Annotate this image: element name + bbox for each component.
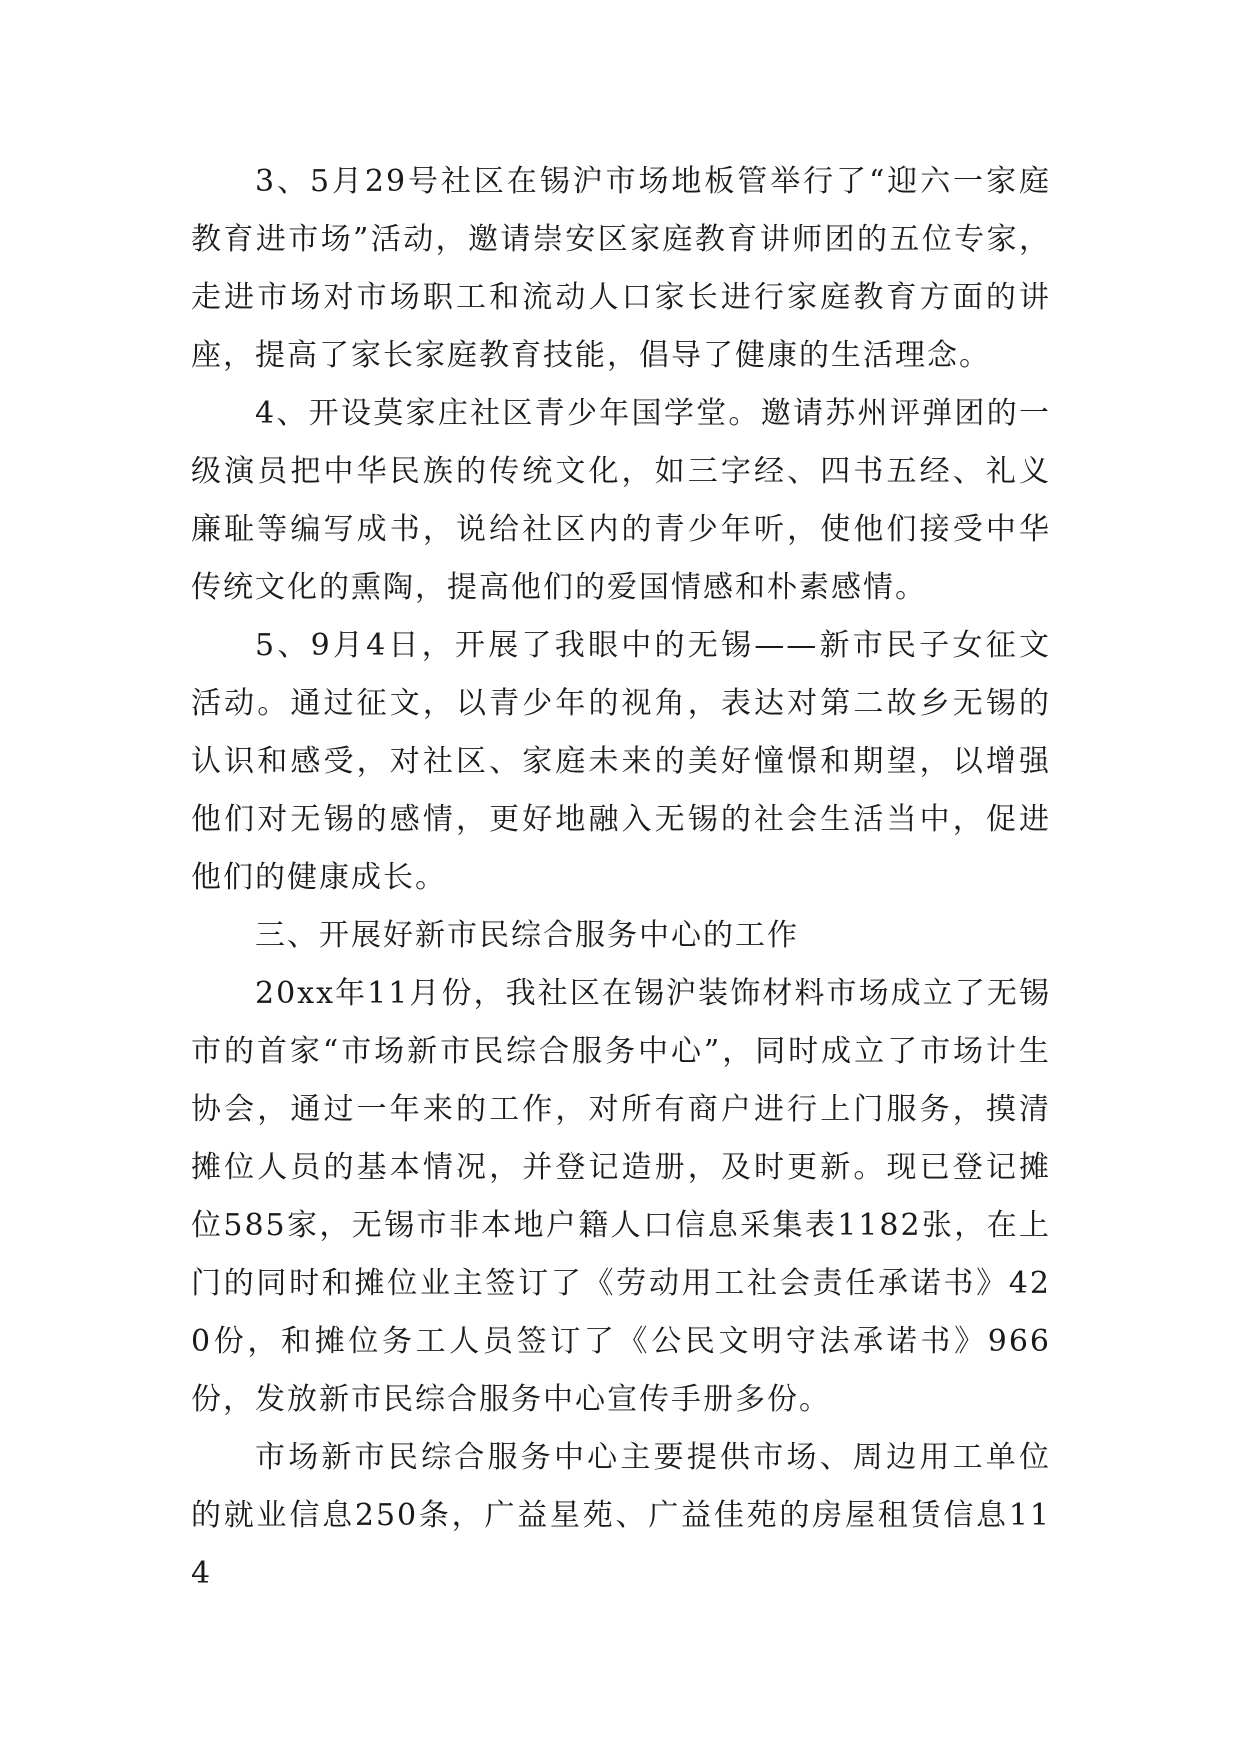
paragraph-item-3: 3、5月29号社区在锡沪市场地板管举行了“迎六一家庭教育进市场”活动，邀请崇安区家庭教育讲师团的五位专家，走进市场对市场职工和流动人口家长进行家庭教育方面的讲座，提高了家长家庭教育技能，倡导了健康的生活理念。 xyxy=(191,164,1051,373)
paragraph-item-4: 4、开设莫家庄社区青少年国学堂。邀请苏州评弹团的一级演员把中华民族的传统文化，如三字经、四书五经、礼义廉耻等编写成书，说给社区内的青少年听，使他们接受中华传统文化的熏陶，提高他们的爱国情感和朴素感情。 xyxy=(191,396,1051,605)
document-body xyxy=(191,153,1051,1603)
paragraph-item-5: 5、9月4日，开展了我眼中的无锡——新市民子女征文活动。通过征文，以青少年的视角，表达对第二故乡无锡的认识和感受，对社区、家庭未来的美好憧憬和期望，以增强他们对无锡的感情，更好地融入无锡的社会生活当中，促进他们的健康成长。 xyxy=(191,628,1051,895)
section-heading-3: 三、开展好新市民综合服务中心的工作 xyxy=(255,918,799,953)
paragraph-service-center: 20xx年11月份，我社区在锡沪装饰材料市场成立了无锡市的首家“市场新市民综合服务中心”，同时成立了市场计生协会，通过一年来的工作，对所有商户进行上门服务，摸清摊位人员的基本情况，并登记造册，及时更新。现已登记摊位585家，无锡市非本地户籍人口信息采集表1182张，在上门的同时和摊位业主签订了《劳动用工社会责任承诺书》420份，和摊位务工人员签订了《公民文明守法承诺书》966份，发放新市民综合服务中心宣传手册多份。 xyxy=(191,976,1051,1417)
paragraph-service-info: 市场新市民综合服务中心主要提供市场、周边用工单位的就业信息250条，广益星苑、广益佳苑的房屋租赁信息114 xyxy=(191,1440,1051,1591)
